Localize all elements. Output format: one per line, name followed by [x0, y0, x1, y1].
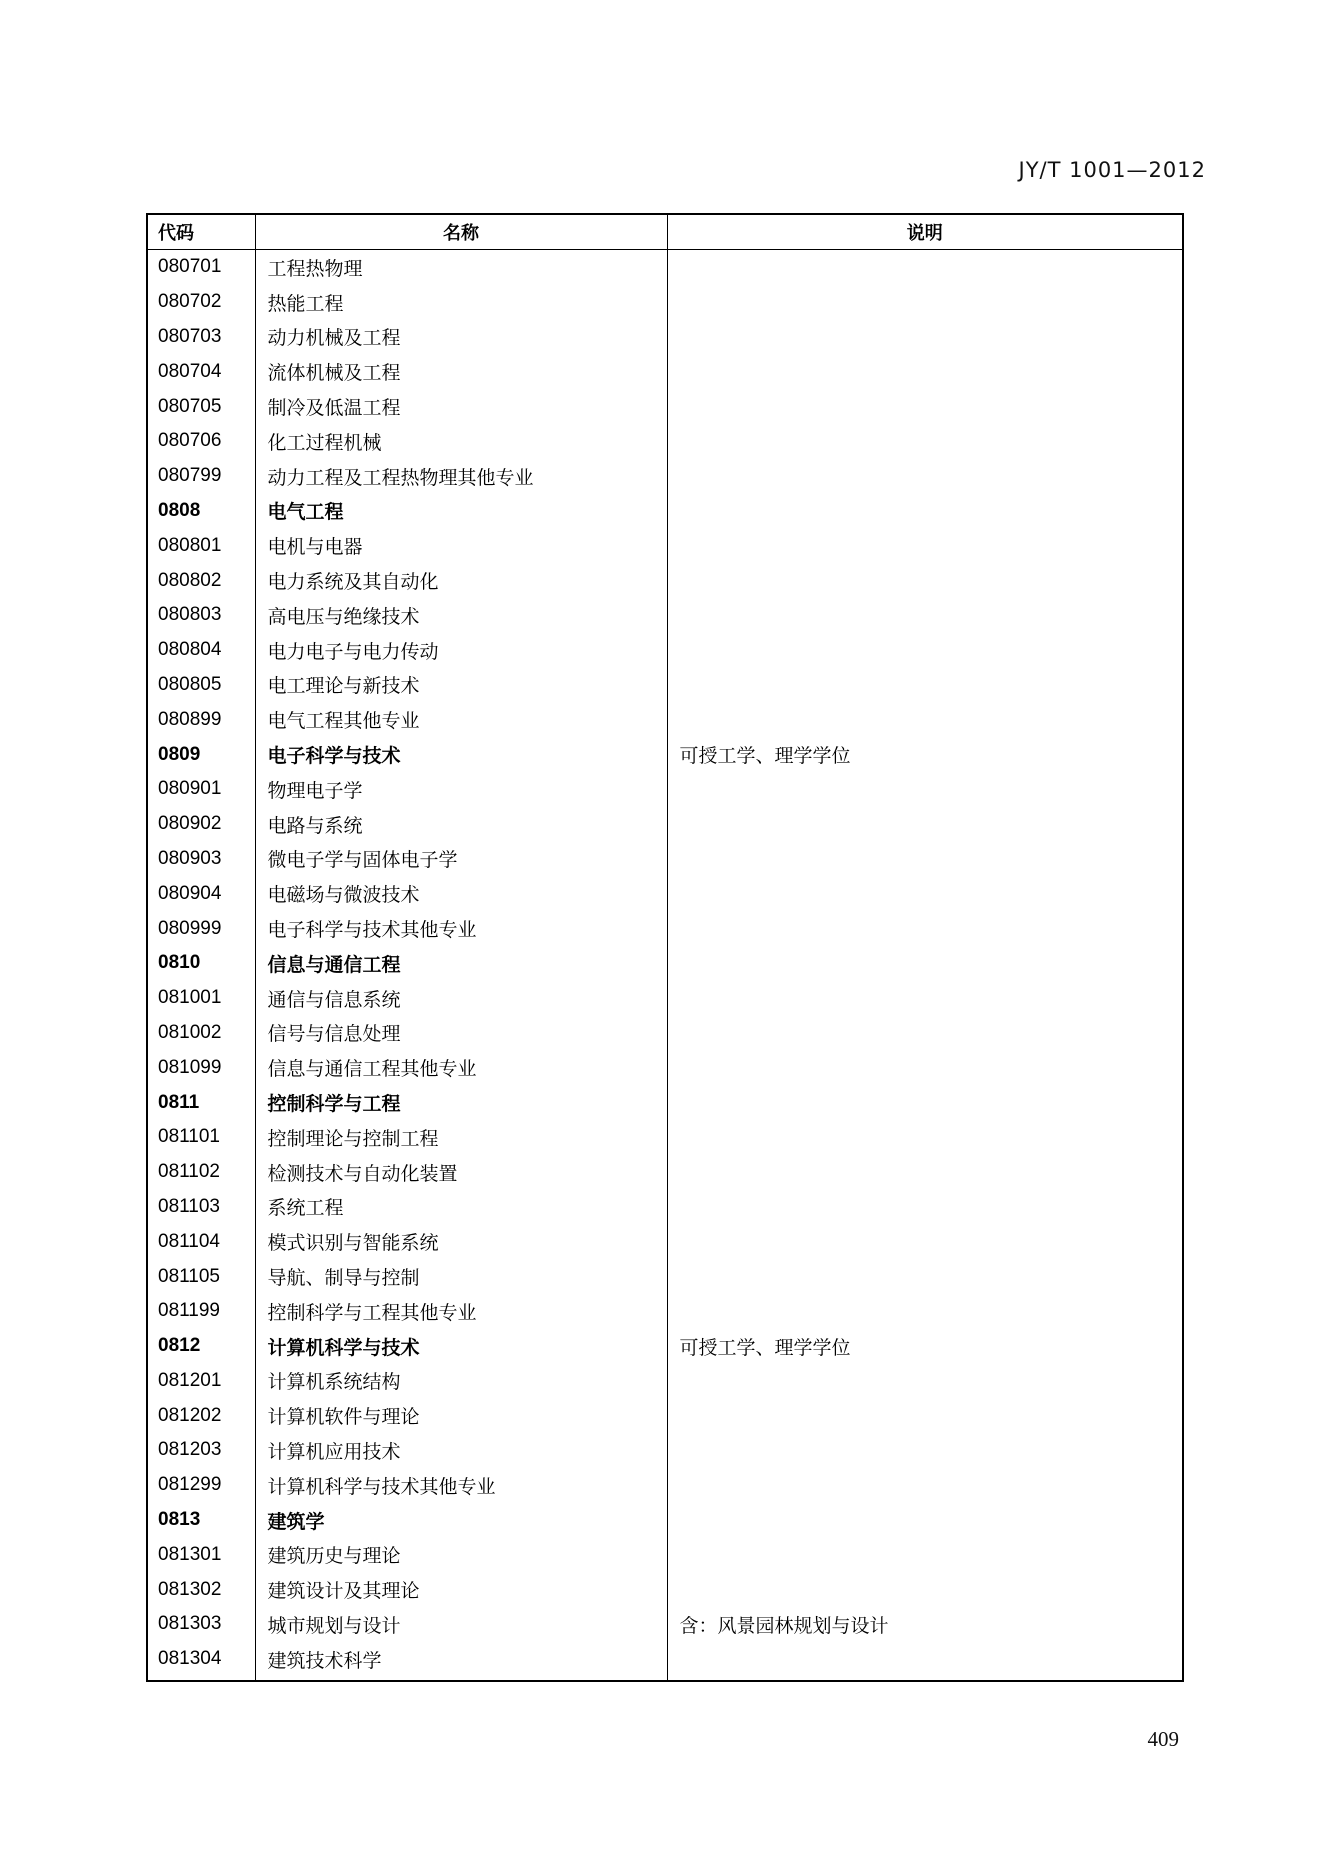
row-name-cell: 计算机科学与技术	[255, 1329, 667, 1364]
table-row	[147, 1259, 1183, 1294]
row-note-cell	[667, 1642, 1183, 1681]
row-name-cell: 电力电子与电力传动	[255, 633, 667, 668]
row-name-cell: 电机与电器	[255, 528, 667, 563]
row-note-cell	[667, 494, 1183, 529]
row-code-cell: 080705	[147, 389, 255, 424]
table-row	[147, 494, 1183, 529]
table-row	[147, 1190, 1183, 1225]
row-name-cell: 热能工程	[255, 285, 667, 320]
row-note-cell	[667, 1364, 1183, 1399]
table-row	[147, 1224, 1183, 1259]
row-name-cell: 电气工程	[255, 494, 667, 529]
row-name-cell: 计算机应用技术	[255, 1433, 667, 1468]
row-name-cell: 动力机械及工程	[255, 320, 667, 355]
row-name-cell: 信号与信息处理	[255, 1016, 667, 1051]
row-note-cell	[667, 320, 1183, 355]
table-row	[147, 1503, 1183, 1538]
row-name-cell: 模式识别与智能系统	[255, 1224, 667, 1259]
row-name-cell: 信息与通信工程其他专业	[255, 1050, 667, 1085]
row-note-cell	[667, 459, 1183, 494]
row-code-cell: 081099	[147, 1050, 255, 1085]
table-row	[147, 1398, 1183, 1433]
row-code-cell: 081302	[147, 1572, 255, 1607]
row-code-cell: 081001	[147, 981, 255, 1016]
table-row	[147, 807, 1183, 842]
table-row	[147, 633, 1183, 668]
row-name-cell: 电路与系统	[255, 807, 667, 842]
row-note-cell	[667, 250, 1183, 285]
row-note-cell	[667, 1468, 1183, 1503]
page-number: 409	[1147, 1727, 1179, 1751]
table-row	[147, 981, 1183, 1016]
row-note-cell	[667, 946, 1183, 981]
row-code-cell: 081104	[147, 1224, 255, 1259]
table-row	[147, 1537, 1183, 1572]
row-name-cell: 电气工程其他专业	[255, 702, 667, 737]
row-code-cell: 081299	[147, 1468, 255, 1503]
row-code-cell: 080902	[147, 807, 255, 842]
row-code-cell: 080804	[147, 633, 255, 668]
row-name-cell: 电磁场与微波技术	[255, 876, 667, 911]
row-name-cell: 建筑技术科学	[255, 1642, 667, 1681]
row-name-cell: 化工过程机械	[255, 424, 667, 459]
row-code-cell: 081101	[147, 1120, 255, 1155]
row-name-cell: 计算机科学与技术其他专业	[255, 1468, 667, 1503]
row-note-cell	[667, 668, 1183, 703]
table-row	[147, 1329, 1183, 1364]
row-code-cell: 0810	[147, 946, 255, 981]
column-header-code: 代码	[147, 214, 255, 250]
row-code-cell: 081304	[147, 1642, 255, 1681]
table-row	[147, 876, 1183, 911]
row-note-cell	[667, 1259, 1183, 1294]
row-note-cell	[667, 563, 1183, 598]
row-name-cell: 电工理论与新技术	[255, 668, 667, 703]
table-row	[147, 459, 1183, 494]
row-note-cell	[667, 702, 1183, 737]
row-code-cell: 081201	[147, 1364, 255, 1399]
table-row	[147, 1085, 1183, 1120]
row-note-cell	[667, 1224, 1183, 1259]
row-name-cell: 系统工程	[255, 1190, 667, 1225]
row-note-cell	[667, 1294, 1183, 1329]
row-note-cell	[667, 1120, 1183, 1155]
row-code-cell: 0811	[147, 1085, 255, 1120]
row-code-cell: 080799	[147, 459, 255, 494]
row-name-cell: 高电压与绝缘技术	[255, 598, 667, 633]
row-note-cell	[667, 981, 1183, 1016]
row-name-cell: 导航、制导与控制	[255, 1259, 667, 1294]
row-code-cell: 080702	[147, 285, 255, 320]
row-code-cell: 081103	[147, 1190, 255, 1225]
row-code-cell: 081303	[147, 1607, 255, 1642]
row-note-cell: 含：风景园林规划与设计	[679, 1614, 889, 1637]
table-row	[147, 285, 1183, 320]
row-code-cell: 080903	[147, 842, 255, 877]
table-row	[147, 354, 1183, 389]
row-note-cell	[667, 1433, 1183, 1468]
row-name-cell: 控制科学与工程	[255, 1085, 667, 1120]
row-note-cell: 可授工学、理学学位	[679, 1336, 851, 1359]
row-note-cell	[667, 911, 1183, 946]
row-note-cell: 可授工学、理学学位	[679, 745, 851, 768]
row-name-cell: 流体机械及工程	[255, 354, 667, 389]
row-code-cell: 081199	[147, 1294, 255, 1329]
row-code-cell: 080999	[147, 911, 255, 946]
row-code-cell: 080805	[147, 668, 255, 703]
row-name-cell: 动力工程及工程热物理其他专业	[255, 459, 667, 494]
row-note-cell	[667, 389, 1183, 424]
table-row	[147, 772, 1183, 807]
row-code-cell: 080703	[147, 320, 255, 355]
table-row	[147, 320, 1183, 355]
table-row	[147, 1607, 1183, 1642]
row-code-cell: 080706	[147, 424, 255, 459]
row-name-cell: 电子科学与技术其他专业	[255, 911, 667, 946]
table-row	[147, 1468, 1183, 1503]
row-name-cell: 微电子学与固体电子学	[255, 842, 667, 877]
column-header-name: 名称	[255, 214, 667, 250]
row-code-cell: 0808	[147, 494, 255, 529]
row-note-cell	[667, 285, 1183, 320]
row-name-cell: 控制理论与控制工程	[255, 1120, 667, 1155]
table-row	[147, 563, 1183, 598]
table-row	[147, 1364, 1183, 1399]
table-row	[147, 842, 1183, 877]
row-note-cell	[667, 876, 1183, 911]
row-name-cell: 建筑设计及其理论	[255, 1572, 667, 1607]
row-note-cell	[667, 1572, 1183, 1607]
row-code-cell: 081203	[147, 1433, 255, 1468]
row-note-cell	[667, 1155, 1183, 1190]
row-note-cell	[667, 1050, 1183, 1085]
table-row	[147, 911, 1183, 946]
row-code-cell: 081105	[147, 1259, 255, 1294]
table-row	[147, 528, 1183, 563]
row-code-cell: 081301	[147, 1537, 255, 1572]
column-header-note: 说明	[667, 214, 1183, 250]
table-row	[147, 668, 1183, 703]
row-code-cell: 0809	[147, 737, 255, 772]
table-header-row	[147, 214, 1183, 250]
row-note-cell	[667, 598, 1183, 633]
row-code-cell: 0813	[147, 1503, 255, 1538]
row-note-cell	[667, 354, 1183, 389]
row-note-cell	[667, 1398, 1183, 1433]
row-code-cell: 080802	[147, 563, 255, 598]
table-row	[147, 1294, 1183, 1329]
standard-code: JY/T 1001—2012	[1018, 158, 1206, 182]
row-code-cell: 080899	[147, 702, 255, 737]
row-note-cell	[667, 1190, 1183, 1225]
row-name-cell: 计算机软件与理论	[255, 1398, 667, 1433]
row-code-cell: 080904	[147, 876, 255, 911]
row-name-cell: 控制科学与工程其他专业	[255, 1294, 667, 1329]
row-code-cell: 081202	[147, 1398, 255, 1433]
row-code-cell: 080704	[147, 354, 255, 389]
row-note-cell	[667, 633, 1183, 668]
table-row	[147, 1050, 1183, 1085]
row-name-cell: 建筑历史与理论	[255, 1537, 667, 1572]
table-row	[147, 946, 1183, 981]
row-note-cell	[667, 1016, 1183, 1051]
row-name-cell: 电子科学与技术	[255, 737, 667, 772]
discipline-table	[146, 213, 1184, 1682]
table-row	[147, 1572, 1183, 1607]
row-name-cell: 城市规划与设计	[255, 1607, 667, 1642]
table-body	[147, 250, 1183, 1681]
table-row	[147, 1120, 1183, 1155]
row-code-cell: 0812	[147, 1329, 255, 1364]
table-row	[147, 598, 1183, 633]
table-row	[147, 250, 1183, 285]
row-note-cell	[667, 528, 1183, 563]
row-note-cell	[667, 1503, 1183, 1538]
row-name-cell: 工程热物理	[255, 250, 667, 285]
table-row	[147, 702, 1183, 737]
row-code-cell: 080801	[147, 528, 255, 563]
row-note-cell	[667, 772, 1183, 807]
table-row	[147, 1155, 1183, 1190]
row-code-cell: 080803	[147, 598, 255, 633]
row-name-cell: 建筑学	[255, 1503, 667, 1538]
table-row	[147, 1016, 1183, 1051]
table-row	[147, 424, 1183, 459]
row-note-cell	[667, 807, 1183, 842]
row-name-cell: 通信与信息系统	[255, 981, 667, 1016]
row-name-cell: 物理电子学	[255, 772, 667, 807]
row-name-cell: 计算机系统结构	[255, 1364, 667, 1399]
row-note-cell	[667, 424, 1183, 459]
row-name-cell: 信息与通信工程	[255, 946, 667, 981]
row-code-cell: 081002	[147, 1016, 255, 1051]
table-row	[147, 1433, 1183, 1468]
row-name-cell: 检测技术与自动化装置	[255, 1155, 667, 1190]
table-row	[147, 737, 1183, 772]
table-row	[147, 1642, 1183, 1681]
row-name-cell: 电力系统及其自动化	[255, 563, 667, 598]
row-name-cell: 制冷及低温工程	[255, 389, 667, 424]
row-note-cell	[667, 1085, 1183, 1120]
row-note-cell	[667, 842, 1183, 877]
row-code-cell: 080701	[147, 250, 255, 285]
row-code-cell: 080901	[147, 772, 255, 807]
row-code-cell: 081102	[147, 1155, 255, 1190]
table-row	[147, 389, 1183, 424]
row-note-cell	[667, 1537, 1183, 1572]
